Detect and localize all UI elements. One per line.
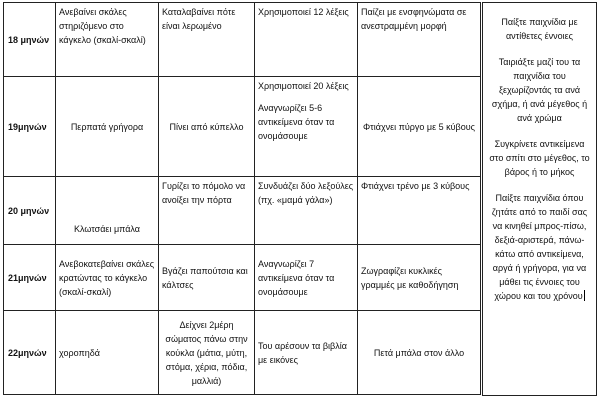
self-care-cell: Καταλαβαίνει πότε είναι λερωμένο <box>159 3 255 77</box>
motor-text: Ανεβαίνει σκάλες στηριζόμενο στο κάγκελο (σκαλί-σκαλί) <box>59 7 146 45</box>
language-cell: Του αρέσουν τα βιβλία με εικόνες <box>255 311 358 395</box>
play-cell: Πετά μπάλα στον άλλο <box>358 311 481 395</box>
language-cell: Συνδυάζει δύο λεξούλες (πχ. «μαμά γάλα») <box>255 177 358 245</box>
language-cell: Χρησιμοποιεί 12 λέξεις <box>255 3 358 77</box>
age-cell: 18 μηνών <box>4 3 56 77</box>
play-cell: Φτιάχνει πύργο με 5 κύβους <box>358 77 481 177</box>
language-line-1: Χρησιμοποιεί 20 λέξεις <box>258 81 349 91</box>
suggestion-text: Παίξτε παιχνίδια όπου ζητάτε από το παιδί σας να κινηθεί μπρος-πίσω, δεξιά-αριστερά, πάνω-κάτω από αντικείμενα, αργά ή γρήγορα, για να μάθει τις έννοιες του χώρου και του χρόνου <box>491 193 588 301</box>
play-cell: Παίζει με ενσφηνώματα σε ανεστραμμένη μορφή <box>358 3 481 77</box>
self-care-cell: Δείχνει 2μέρη σώματος πάνω στην κούκλα (μάτια, μύτη, στόμα, χέρια, πόδια, μαλλιά) <box>159 311 255 395</box>
suggestion-paragraph <box>487 191 592 303</box>
suggestion-paragraph: Παίξτε παιχνίδια με αντίθετες έννοιες <box>501 17 578 41</box>
age-cell: 21μηνών <box>4 245 56 311</box>
language-cell <box>255 77 358 177</box>
language-line-2: Αναγνωρίζει 5-6 αντικείμενα όταν τα ονομάσουμε <box>258 103 335 141</box>
suggestion-paragraph: Συγκρίνετε αντικείμενα στο σπίτι στο μέγεθος, το βάρος ή το μήκος <box>489 139 590 177</box>
play-cell: Ζωγραφίζει κυκλικές γραμμές με καθοδήγηση <box>358 245 481 311</box>
motor-cell <box>56 3 159 77</box>
table-row <box>4 3 481 77</box>
age-cell: 22μηνών <box>4 311 56 395</box>
age-cell: 19μηνών <box>4 77 56 177</box>
table-row <box>4 77 481 177</box>
motor-cell: Περπατά γρήγορα <box>56 77 159 177</box>
development-table <box>3 2 481 395</box>
text-cursor <box>584 290 585 301</box>
activity-suggestions-panel <box>482 2 597 396</box>
motor-cell: χοροπηδά <box>56 311 159 395</box>
age-cell: 20 μηνών <box>4 177 56 245</box>
language-cell: Αναγνωρίζει 7 αντικείμενα όταν τα ονομάσουμε <box>255 245 358 311</box>
table-row <box>4 245 481 311</box>
suggestion-paragraph: Ταιριάξτε μαζί του τα παιχνίδια του ξεχωρίζοντάς τα ανά σχήμα, ή ανά μέγεθος ή ανά χρώμα <box>491 57 588 123</box>
self-care-cell: Βγάζει παπούτσια και κάλτσες <box>159 245 255 311</box>
table-row <box>4 311 481 395</box>
motor-cell: Κλωτσάει μπάλα <box>56 177 159 245</box>
play-cell: Φτιάχνει τρένο με 3 κύβους <box>358 177 481 245</box>
motor-cell: Ανεβοκατεβαίνει σκάλες κρατώντας το κάγκελο (σκαλί-σκαλί) <box>56 245 159 311</box>
self-care-cell: Γυρίζει το πόμολο να ανοίξει την πόρτα <box>159 177 255 245</box>
self-care-cell: Πίνει από κύπελλο <box>159 77 255 177</box>
table-row <box>4 177 481 245</box>
